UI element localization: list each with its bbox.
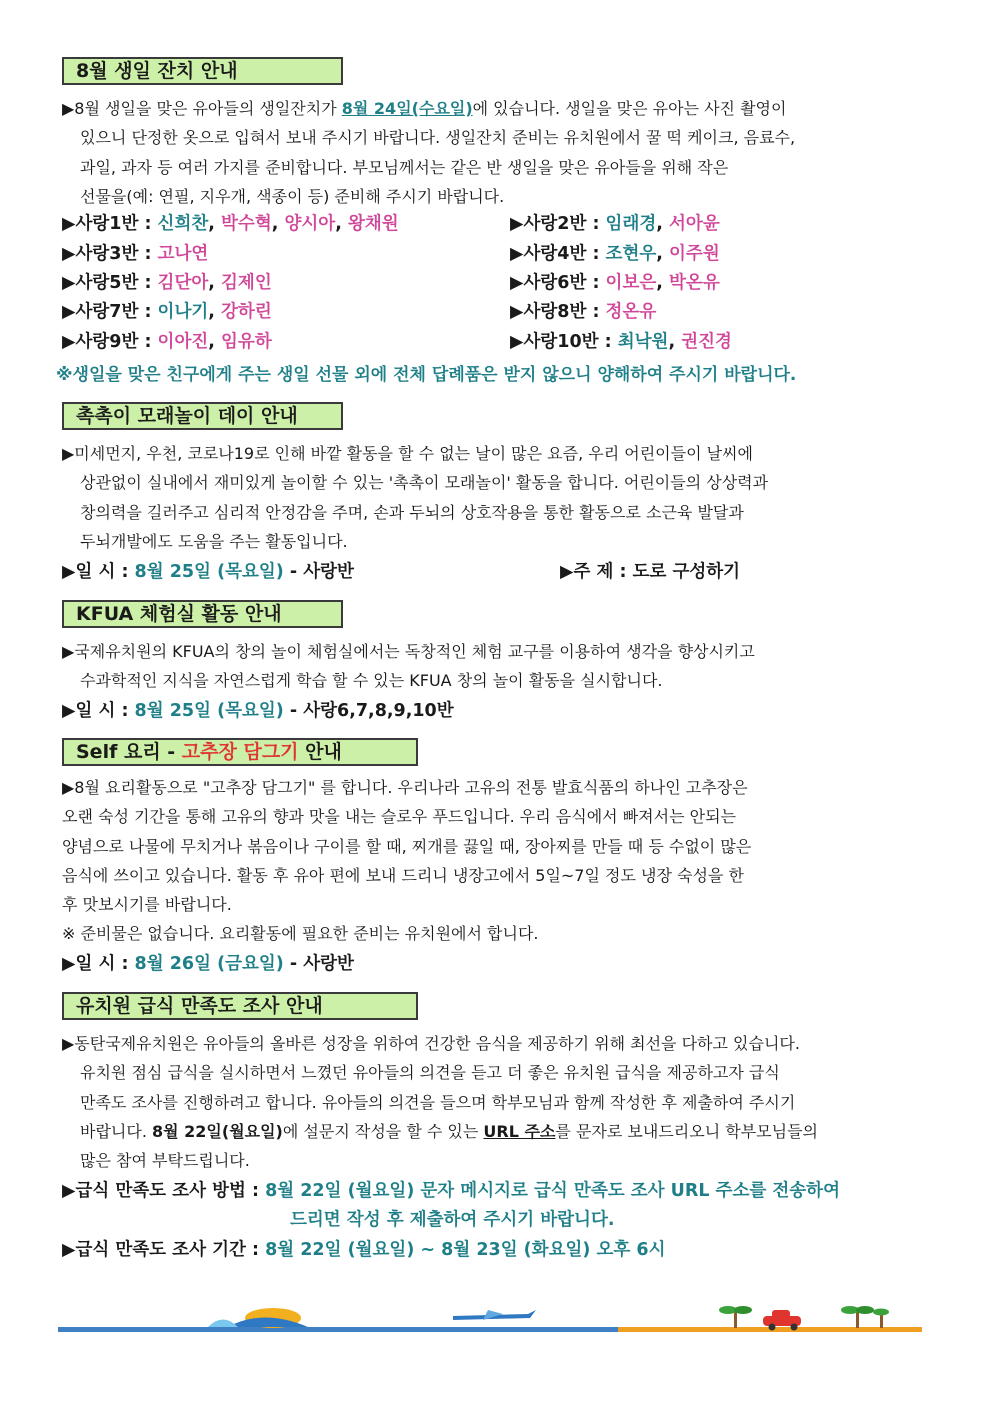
- birthday-child-name: 신희찬: [157, 214, 209, 234]
- birthday-note: ※생일을 맞은 친구에게 주는 생일 선물 외에 전체 답례품은 받지 않으니 양해하여 주시기 바랍니다.: [56, 365, 797, 385]
- birthday-child-name: 박온유: [669, 273, 720, 293]
- birthday-child-name: 이보은: [605, 273, 657, 293]
- section-title-sandplay: 촉촉이 모래놀이 데이 안내: [62, 402, 343, 430]
- class-row: ▶사랑6반 : 이보은, 박온유: [510, 273, 720, 293]
- birthday-child-name: 김단아: [157, 273, 209, 293]
- birthday-child-name: 임래경: [605, 214, 657, 234]
- cooking-date: ▶일 시 : 8월 26일 (금요일) - 사랑반: [62, 954, 354, 974]
- class-row: ▶사랑2반 : 임래경, 서아윤: [510, 214, 720, 234]
- class-label: ▶사랑2반 :: [510, 214, 606, 234]
- birthday-child-name: 임유하: [221, 332, 272, 352]
- footer-decoration: [58, 1300, 922, 1340]
- class-label: ▶사랑8반 :: [510, 302, 606, 322]
- class-row: ▶사랑4반 : 조현우, 이주원: [510, 244, 720, 264]
- birthday-child-name: 왕채원: [347, 214, 399, 234]
- class-label: ▶사랑5반 :: [62, 273, 158, 293]
- footer-blue-line: [58, 1327, 618, 1332]
- birthday-paragraph: ▶8월 생일을 맞은 유아들의 생일잔치가 8월 24일(수요일)에 있습니다. 생일을 맞은 유아는 사진 촬영이 있으니 단정한 옷으로 입혀서 보내 주시기 바랍니다. 생일잔치 준비는 유치원에서 꿀 떡 케이크, 음료수, 과일, 과자 등 여러 가지를 준비합니다. 부모님께서는 같은 반 생일을 맞은 유아들을 위해 작은 선물을(예: 연필, 지우개, 색종이 등) 준비해 주시기 바랍니다.: [62, 99, 796, 206]
- birthday-date: 8월 24일(수요일): [341, 99, 473, 118]
- sun-wave-icon: [208, 1308, 308, 1328]
- section-title-meal-survey: 유치원 급식 만족도 조사 안내: [62, 992, 418, 1020]
- class-row: ▶사랑7반 : 이나기, 강하린: [62, 302, 272, 322]
- birthday-child-name: 이아진: [157, 332, 209, 352]
- palm-tree-icon: [719, 1306, 752, 1328]
- class-row: [510, 298, 656, 326]
- meal-survey-period: ▶급식 만족도 조사 기간 : 8월 22일 (월요일) ~ 8월 23일 (화요일) 오후 6시: [62, 1240, 666, 1260]
- class-label: ▶사랑4반 :: [510, 244, 606, 264]
- meal-survey-method: ▶급식 만족도 조사 방법 : 8월 22일 (월요일) 문자 메시지로 급식 만족도 조사 URL 주소를 전송하여: [62, 1181, 840, 1201]
- birthday-child-name: 최낙원: [617, 332, 669, 352]
- meal-survey-method-cont: 드리면 작성 후 제출하여 주시기 바랍니다.: [290, 1210, 615, 1230]
- section-title-cooking: Self 요리 - 고추장 담그기 안내: [62, 738, 418, 766]
- meal-survey-paragraph: ▶동탄국제유치원은 유아들의 올바른 성장을 위하여 건강한 음식을 제공하기 위해 최선을 다하고 있습니다. 유치원 점심 급식을 실시하면서 느꼈던 유아들의 의견을 듣고 더 좋은 유치원 급식을 제공하고자 급식 만족도 조사를 진행하려고 합니다. 유아들의 의견을 들으며 학부모님과 함께 작성한 후 제출하여 주시기 바랍니다. 8월 22일(월요일)에 설문지 작성을 할 수 있는 URL 주소를 문자로 보내드리오니 학부모님들의 많은 참여 부탁드립니다.: [62, 1034, 818, 1171]
- class-row: ▶사랑1반 : 신희찬, 박수혁, 양시아, 왕채원: [62, 214, 399, 234]
- class-label: ▶사랑6반 :: [510, 273, 606, 293]
- class-row: ▶사랑9반 : 이아진, 임유하: [62, 332, 272, 352]
- sandplay-date: ▶일 시 : 8월 25일 (목요일) - 사랑반: [62, 562, 354, 582]
- birthday-child-name: 권진경: [681, 332, 732, 352]
- birthday-child-name: 이나기: [157, 302, 209, 322]
- birthday-child-name: 정온유: [605, 302, 657, 322]
- class-row: [62, 240, 208, 268]
- class-row: ▶사랑10반 : 최낙원, 권진경: [510, 332, 732, 352]
- class-label: ▶사랑1반 :: [62, 214, 158, 234]
- birthday-child-name: 박수혁: [221, 214, 272, 234]
- birthday-child-name: 조현우: [605, 244, 657, 264]
- sandplay-paragraph: ▶미세먼지, 우천, 코로나19로 인해 바깥 활동을 할 수 없는 날이 많은 요즘, 우리 어린이들이 날씨에 상관없이 실내에서 재미있게 놀이할 수 있는 '촉촉이 모래놀이' 활동을 합니다. 어린이들의 상상력과 창의력을 길러주고 심리적 안정감을 주며, 손과 두뇌의 상호작용을 통한 활동으로 소근육 발달과 두뇌개발에도 도움을 주는 활동입니다.: [62, 444, 769, 551]
- class-label: ▶사랑9반 :: [62, 332, 158, 352]
- class-label: ▶사랑10반 :: [510, 332, 618, 352]
- section-title-kfua: KFUA 체험실 활동 안내: [62, 600, 343, 628]
- class-row: ▶사랑5반 : 김단아, 김제인: [62, 273, 272, 293]
- cooking-paragraph: ▶8월 요리활동으로 "고추장 담그기" 를 합니다. 우리나라 고유의 전통 발효식품의 하나인 고추장은 오랜 숙성 기간을 통해 고유의 향과 맛을 내는 슬로우 푸드입니다. 우리 음식에서 빠져서는 안되는 양념으로 나물에 무치거나 볶음이나 구이를 할 때, 찌개를 끓일 때, 장아찌를 만들 때 등 수없이 많은 음식에 쓰이고 있습니다. 활동 후 유아 편에 보내 드리니 냉장고에서 5일~7일 정도 냉장 숙성을 한 후 맛보시기를 바랍니다. ※ 준비물은 없습니다. 요리활동에 필요한 준비는 유치원에서 합니다.: [62, 778, 752, 944]
- kfua-paragraph: ▶국제유치원의 KFUA의 창의 놀이 체험실에서는 독창적인 체험 교구를 이용하여 생각을 향상시키고 수과학적인 지식을 자연스럽게 학습 할 수 있는 KFUA 창의 놀이 활동을 실시합니다.: [62, 642, 755, 691]
- birthday-child-name: 고나연: [157, 244, 209, 264]
- birthday-child-name: 이주원: [669, 244, 720, 264]
- birthday-child-name: 서아윤: [669, 214, 720, 234]
- kfua-date: ▶일 시 : 8월 25일 (목요일) - 사랑6,7,8,9,10반: [62, 701, 454, 721]
- birthday-child-name: 김제인: [221, 273, 272, 293]
- birthday-child-name: 양시아: [284, 214, 336, 234]
- section-title-birthday: 8월 생일 잔치 안내: [62, 57, 343, 85]
- sandplay-theme: ▶주 제 : 도로 구성하기: [560, 562, 741, 582]
- birthday-child-name: 강하린: [221, 302, 272, 322]
- airplane-icon: [453, 1310, 536, 1320]
- class-label: ▶사랑3반 :: [62, 244, 158, 264]
- palm-tree-icon: [841, 1306, 889, 1328]
- class-label: ▶사랑7반 :: [62, 302, 158, 322]
